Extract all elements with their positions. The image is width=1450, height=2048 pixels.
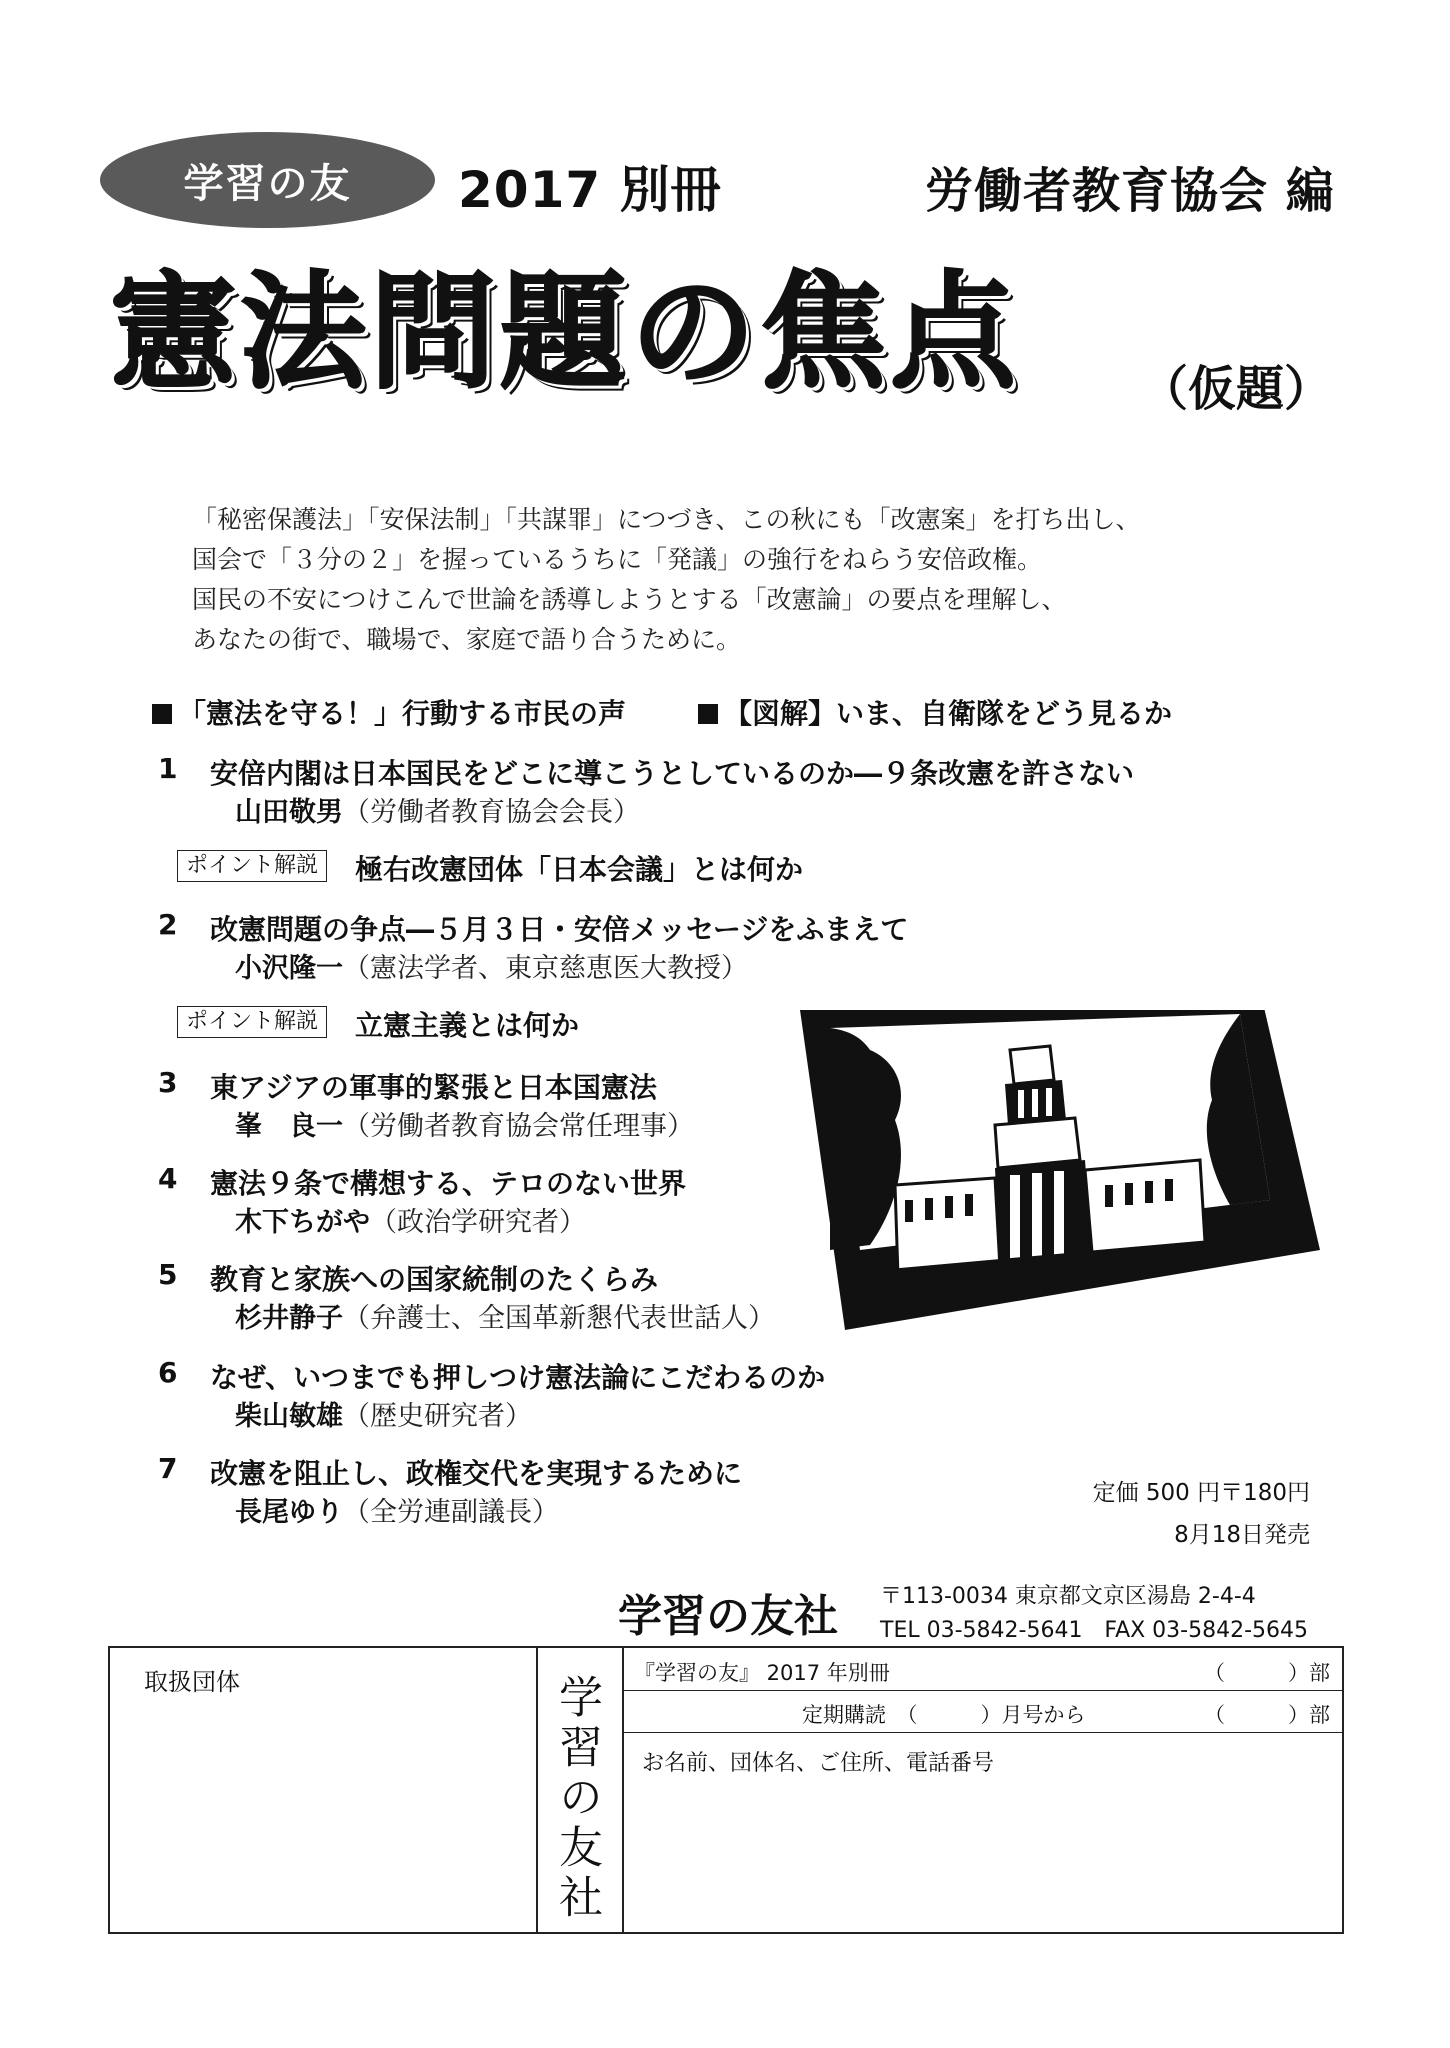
handler-label: 取扱団体 [144, 1668, 240, 1696]
page-title: 憲法問題の焦点 [110, 259, 1020, 406]
order-qty-field[interactable]: （ ）部 [1204, 1661, 1330, 1685]
order-row-annual[interactable] [624, 1648, 1342, 1691]
intro-line: あなたの街で、職場で、家庭で語り合うために。 [192, 625, 742, 654]
item-number: 2 [158, 908, 178, 941]
series-badge: 学習の友 [100, 132, 435, 228]
author-name: 杉井静子 [235, 1303, 343, 1334]
section-label: 「憲法を守る！」行動する市民の声 [178, 697, 627, 730]
point-title: 極右改憲団体「日本会議」とは何か [355, 853, 804, 886]
handler-box[interactable] [110, 1648, 538, 1932]
point-badge: ポイント解説 [177, 850, 327, 882]
order-form [108, 1646, 1344, 1934]
item-title: 改憲を阻止し、政権交代を実現するために [210, 1457, 743, 1490]
publisher-phone: TEL 03-5842-5641 FAX 03-5842-5645 [880, 1618, 1309, 1643]
item-number: 1 [158, 752, 178, 785]
item-author [235, 1104, 694, 1143]
publisher-name: 学習の友社 [618, 1591, 838, 1642]
intro-text [192, 500, 1312, 660]
author-name: 小沢隆一 [235, 953, 343, 984]
diet-building-image [800, 1010, 1320, 1330]
price-info [1080, 1472, 1310, 1556]
name-address-label: お名前、団体名、ご住所、電話番号 [642, 1751, 995, 1776]
item-author [235, 1200, 586, 1239]
author-name: 峯 良一 [235, 1111, 343, 1142]
section-diagram-sdf [698, 692, 1172, 732]
item-author [235, 1296, 775, 1335]
item-number: 4 [158, 1162, 178, 1195]
intro-line: 「秘密保護法」「安保法制」「共謀罪」につづき、この秋にも「改憲案」を打ち出し、 [192, 505, 1141, 534]
edition-label: 2017 別冊 [458, 161, 722, 219]
section-citizen-voices [152, 692, 626, 732]
item-number: 5 [158, 1258, 178, 1291]
author-affiliation: （政治学研究者） [370, 1207, 586, 1238]
author-affiliation: （労働者教育協会常任理事） [343, 1111, 694, 1142]
author-name: 柴山敏雄 [235, 1401, 343, 1432]
subscription-label[interactable]: 定期購読 （ ）月号から [802, 1703, 1086, 1727]
order-row-subscription[interactable] [624, 1690, 1342, 1733]
author-affiliation: （全労連副議長） [343, 1497, 559, 1528]
point-title: 立憲主義とは何か [355, 1009, 580, 1042]
publisher-contact [880, 1580, 1308, 1648]
publisher-address: 〒113-0034 東京都文京区湯島 2-4-4 [880, 1584, 1256, 1609]
order-item-label: 『学習の友』 2017 年別冊 [634, 1661, 890, 1685]
subscription-qty-field[interactable]: （ ）部 [1204, 1703, 1330, 1727]
author-name: 長尾ゆり [235, 1497, 343, 1528]
author-affiliation: （弁護士、全国革新懇代表世話人） [343, 1303, 775, 1334]
intro-line: 国民の不安につけこんで世論を誘導しようとする「改憲論」の要点を理解し、 [192, 585, 1067, 614]
order-details [624, 1648, 1342, 1932]
publisher-vertical-label: 学習の友社 [551, 1674, 602, 1924]
item-author [235, 1394, 532, 1433]
item-number: 3 [158, 1066, 178, 1099]
item-number: 7 [158, 1452, 178, 1485]
item-author [235, 946, 748, 985]
item-title: 安倍内閣は日本国民をどこに導こうとしているのか―９条改憲を許さない [210, 757, 1135, 790]
item-author [235, 790, 640, 829]
square-bullet-icon [152, 704, 172, 724]
item-title: 東アジアの軍事的緊張と日本国憲法 [210, 1071, 657, 1104]
editor-label: 労働者教育協会 編 [925, 163, 1335, 219]
item-title: 憲法９条で構想する、テロのない世界 [210, 1167, 687, 1200]
section-label: 【図解】いま、自衛隊をどう見るか [724, 697, 1173, 730]
item-author [235, 1490, 559, 1529]
item-title: 教育と家族への国家統制のたくらみ [210, 1263, 659, 1296]
title-subtitle: （仮題） [1140, 361, 1333, 417]
author-affiliation: （労働者教育協会会長） [343, 797, 640, 828]
square-bullet-icon [698, 704, 718, 724]
author-name: 木下ちがや [235, 1207, 370, 1238]
item-number: 6 [158, 1356, 178, 1389]
author-affiliation: （憲法学者、東京慈恵医大教授） [343, 953, 748, 984]
publisher-vertical-box [538, 1648, 624, 1932]
item-title: 改憲問題の争点―５月３日・安倍メッセージをふまえて [210, 913, 909, 946]
item-title: なぜ、いつまでも押しつけ憲法論にこだわるのか [210, 1361, 826, 1394]
price-label: 定価 500 円〒180円 [1092, 1480, 1310, 1506]
intro-line: 国会で「３分の２」を握っているうちに「発議」の強行をねらう安倍政権。 [192, 545, 1043, 574]
author-name: 山田敬男 [235, 797, 343, 828]
release-date: 8月18日発売 [1174, 1522, 1310, 1548]
point-badge: ポイント解説 [177, 1006, 327, 1038]
author-affiliation: （歴史研究者） [343, 1401, 532, 1432]
